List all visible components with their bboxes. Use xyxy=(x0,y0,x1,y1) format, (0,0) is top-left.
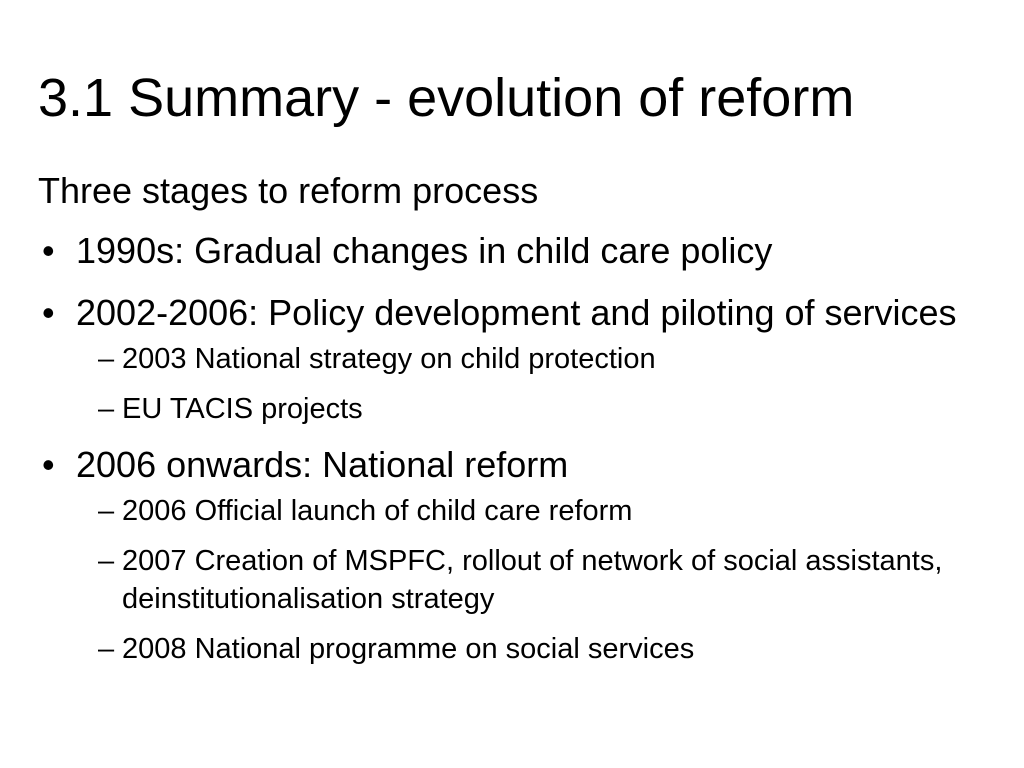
bullet-icon: • xyxy=(42,444,55,485)
sub-bullet-item xyxy=(76,542,988,618)
bullet-list xyxy=(38,226,988,668)
sub-bullet-text: 2007 Creation of MSPFC, rollout of network of social assistants, deinstitutionalisation strategy xyxy=(122,545,943,615)
bullet-item-text: 1990s: Gradual changes in child care policy xyxy=(76,230,773,271)
slide-body xyxy=(38,166,988,680)
bullet-item-text: 2006 onwards: National reform xyxy=(76,444,569,485)
bullet-icon: • xyxy=(42,292,55,333)
bullet-item-2002-2006 xyxy=(38,288,988,428)
dash-icon: – xyxy=(98,545,115,577)
dash-icon: – xyxy=(98,393,115,425)
sub-bullet-text: EU TACIS projects xyxy=(122,393,363,425)
lead-text: Three stages to reform process xyxy=(38,170,539,211)
sub-bullet-item xyxy=(76,630,988,668)
bullet-item-2006-onwards xyxy=(38,440,988,668)
sub-bullet-list xyxy=(76,340,988,428)
dash-icon: – xyxy=(98,633,115,665)
sub-bullet-text: 2003 National strategy on child protection xyxy=(122,343,656,375)
sub-bullet-item xyxy=(76,492,988,530)
sub-bullet-item xyxy=(76,390,988,428)
bullet-icon: • xyxy=(42,230,55,271)
dash-icon: – xyxy=(98,495,115,527)
sub-bullet-text: 2008 National programme on social services xyxy=(122,633,695,665)
bullet-item-1990s xyxy=(38,226,988,276)
sub-bullet-list xyxy=(76,492,988,668)
sub-bullet-text: 2006 Official launch of child care reform xyxy=(122,495,633,527)
dash-icon: – xyxy=(98,343,115,375)
slide-title: 3.1 Summary - evolution of reform xyxy=(38,68,855,128)
bullet-item-text: 2002-2006: Policy development and piloting of services xyxy=(76,292,957,333)
sub-bullet-item xyxy=(76,340,988,378)
